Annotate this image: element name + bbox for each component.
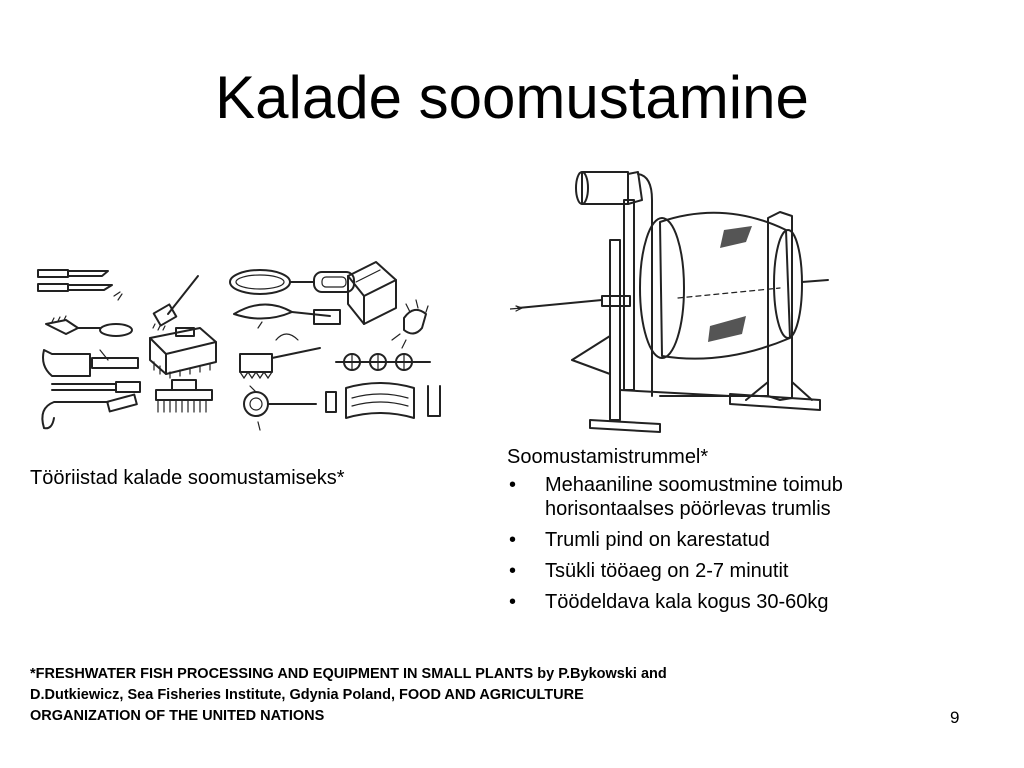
footnote-line: *FRESHWATER FISH PROCESSING AND EQUIPMENT IN SMALL PLANTS by P.Bykowski and xyxy=(30,666,667,682)
slide-title: Kalade soomustamine xyxy=(215,64,809,131)
brush-scraper-icon xyxy=(156,380,212,412)
bullet-item xyxy=(507,528,977,552)
bullet-item xyxy=(507,559,977,583)
leaf-scaler-icon xyxy=(234,304,340,328)
bullet-item xyxy=(507,473,977,521)
scaling-drum-illustration xyxy=(510,160,840,440)
knife-tool-icon xyxy=(38,270,122,300)
bullet-item xyxy=(507,590,977,614)
footnote-line: D.Dutkiewicz, Sea Fisheries Institute, Gdynia Poland, FOOD AND AGRICULTURE xyxy=(30,687,584,703)
hook-knife-tool-icon xyxy=(42,382,140,428)
saw-scraper-icon xyxy=(240,334,320,378)
round-scaler-icon xyxy=(244,386,316,430)
cleaver-tool-icon xyxy=(43,350,138,376)
disc-scaler-icon xyxy=(336,354,430,370)
drum-bullet-list xyxy=(507,473,977,614)
stand-frame-icon xyxy=(572,212,820,432)
comb-scraper-icon xyxy=(150,328,216,378)
scaling-tools-illustration xyxy=(30,258,450,440)
bullet-icon: • xyxy=(509,474,517,496)
drum-icon xyxy=(640,213,802,359)
drum-heading: Soomustamistrummel* xyxy=(507,446,709,468)
hatchet-scraper-icon xyxy=(153,276,198,330)
source-footnote xyxy=(30,664,810,727)
rectangular-scraper-icon xyxy=(348,262,396,324)
footnote-line: ORGANIZATION OF THE UNITED NATIONS xyxy=(30,708,325,724)
bullet-text: Töödeldava kala kogus 30-60kg xyxy=(545,591,829,613)
hand-scraper-icon xyxy=(392,300,428,348)
fish-scaler-tool-icon xyxy=(46,316,132,336)
frame-scraper-icon xyxy=(326,383,440,418)
bullet-text: Trumli pind on karestatud xyxy=(545,529,770,551)
tools-caption: Tööriistad kalade soomustamiseks* xyxy=(30,467,345,489)
bullet-icon: • xyxy=(509,560,517,582)
bullet-icon: • xyxy=(509,591,517,613)
bullet-text: Mehaaniline soomustmine toimub horisontaalses pöörlevas trumlis xyxy=(545,474,843,520)
oval-scaler-icon xyxy=(230,270,354,294)
bullet-icon: • xyxy=(509,529,517,551)
drum-description xyxy=(507,445,977,621)
bullet-text: Tsükli tööaeg on 2-7 minutit xyxy=(545,560,789,582)
page-number: 9 xyxy=(950,708,960,727)
